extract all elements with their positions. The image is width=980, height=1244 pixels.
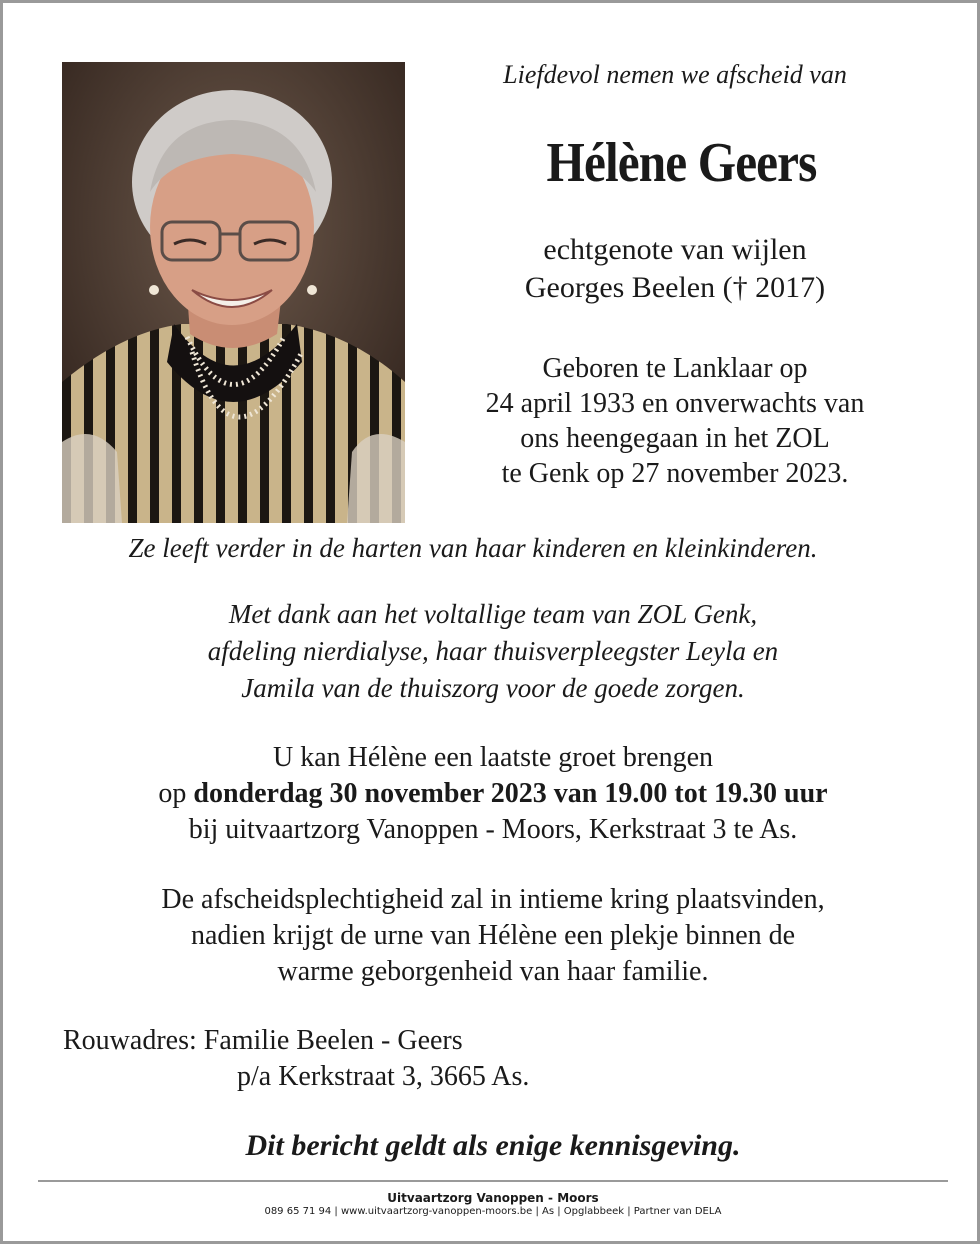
spouse-line-2: Georges Beelen († 2017) bbox=[524, 271, 826, 304]
spouse-block bbox=[405, 231, 945, 307]
visit-date-time: donderdag 30 november 2023 van 19.00 tot 19.30 uur bbox=[193, 778, 828, 809]
ceremony-line-2: nadien krijgt de urne van Hélène een plekje binnen de bbox=[190, 920, 796, 951]
visit-line-2-prefix: op bbox=[158, 778, 187, 809]
birth-line-4: te Genk op 27 november 2023. bbox=[501, 458, 849, 489]
thanks-block bbox=[43, 596, 943, 707]
visitation-block bbox=[43, 740, 943, 848]
footer-details: 089 65 71 94 | www.uitvaartzorg-vanoppen-moors.be | As | Opglabbeek | Partner van DELA bbox=[264, 1206, 722, 1217]
ceremony-line-3: warme geborgenheid van haar familie. bbox=[277, 956, 709, 987]
notice-line: Dit bericht geldt als enige kennisgeving. bbox=[245, 1129, 741, 1162]
visit-line-1: U kan Hélène een laatste groet brengen bbox=[272, 742, 713, 773]
birth-block bbox=[405, 351, 945, 491]
lives-on-line: Ze leeft verder in de harten van haar kinderen en kleinkinderen. bbox=[128, 533, 818, 563]
birth-line-2: 24 april 1933 en onverwachts van bbox=[485, 388, 865, 419]
address-line-1: Rouwadres: Familie Beelen - Geers bbox=[63, 1025, 463, 1056]
deceased-name: Hélène Geers bbox=[546, 132, 817, 194]
address-line-2: p/a Kerkstraat 3, 3665 As. bbox=[237, 1061, 530, 1092]
thanks-line-3: Jamila van de thuiszorg voor de goede zorgen. bbox=[241, 673, 745, 703]
portrait-photo bbox=[62, 62, 405, 523]
visit-line-2 bbox=[43, 776, 943, 812]
footer-title: Uitvaartzorg Vanoppen - Moors bbox=[387, 1191, 599, 1205]
thanks-line-2: afdeling nierdialyse, haar thuisverpleegster Leyla en bbox=[207, 636, 779, 666]
birth-line-3: ons heengegaan in het ZOL bbox=[520, 423, 830, 454]
footer-divider bbox=[38, 1180, 948, 1182]
mourning-address bbox=[63, 1023, 529, 1095]
birth-line-1: Geboren te Lanklaar op bbox=[542, 353, 808, 384]
thanks-line-1: Met dank aan het voltallige team van ZOL Genk, bbox=[228, 599, 758, 629]
ceremony-line-1: De afscheidsplechtigheid zal in intieme kring plaatsvinden, bbox=[161, 884, 825, 915]
ceremony-block bbox=[43, 882, 943, 990]
intro-line: Liefdevol nemen we afscheid van bbox=[503, 60, 847, 89]
portrait-illustration bbox=[62, 62, 405, 523]
spouse-line-1: echtgenote van wijlen bbox=[543, 233, 807, 266]
visit-line-3: bij uitvaartzorg Vanoppen - Moors, Kerkstraat 3 te As. bbox=[188, 814, 798, 845]
